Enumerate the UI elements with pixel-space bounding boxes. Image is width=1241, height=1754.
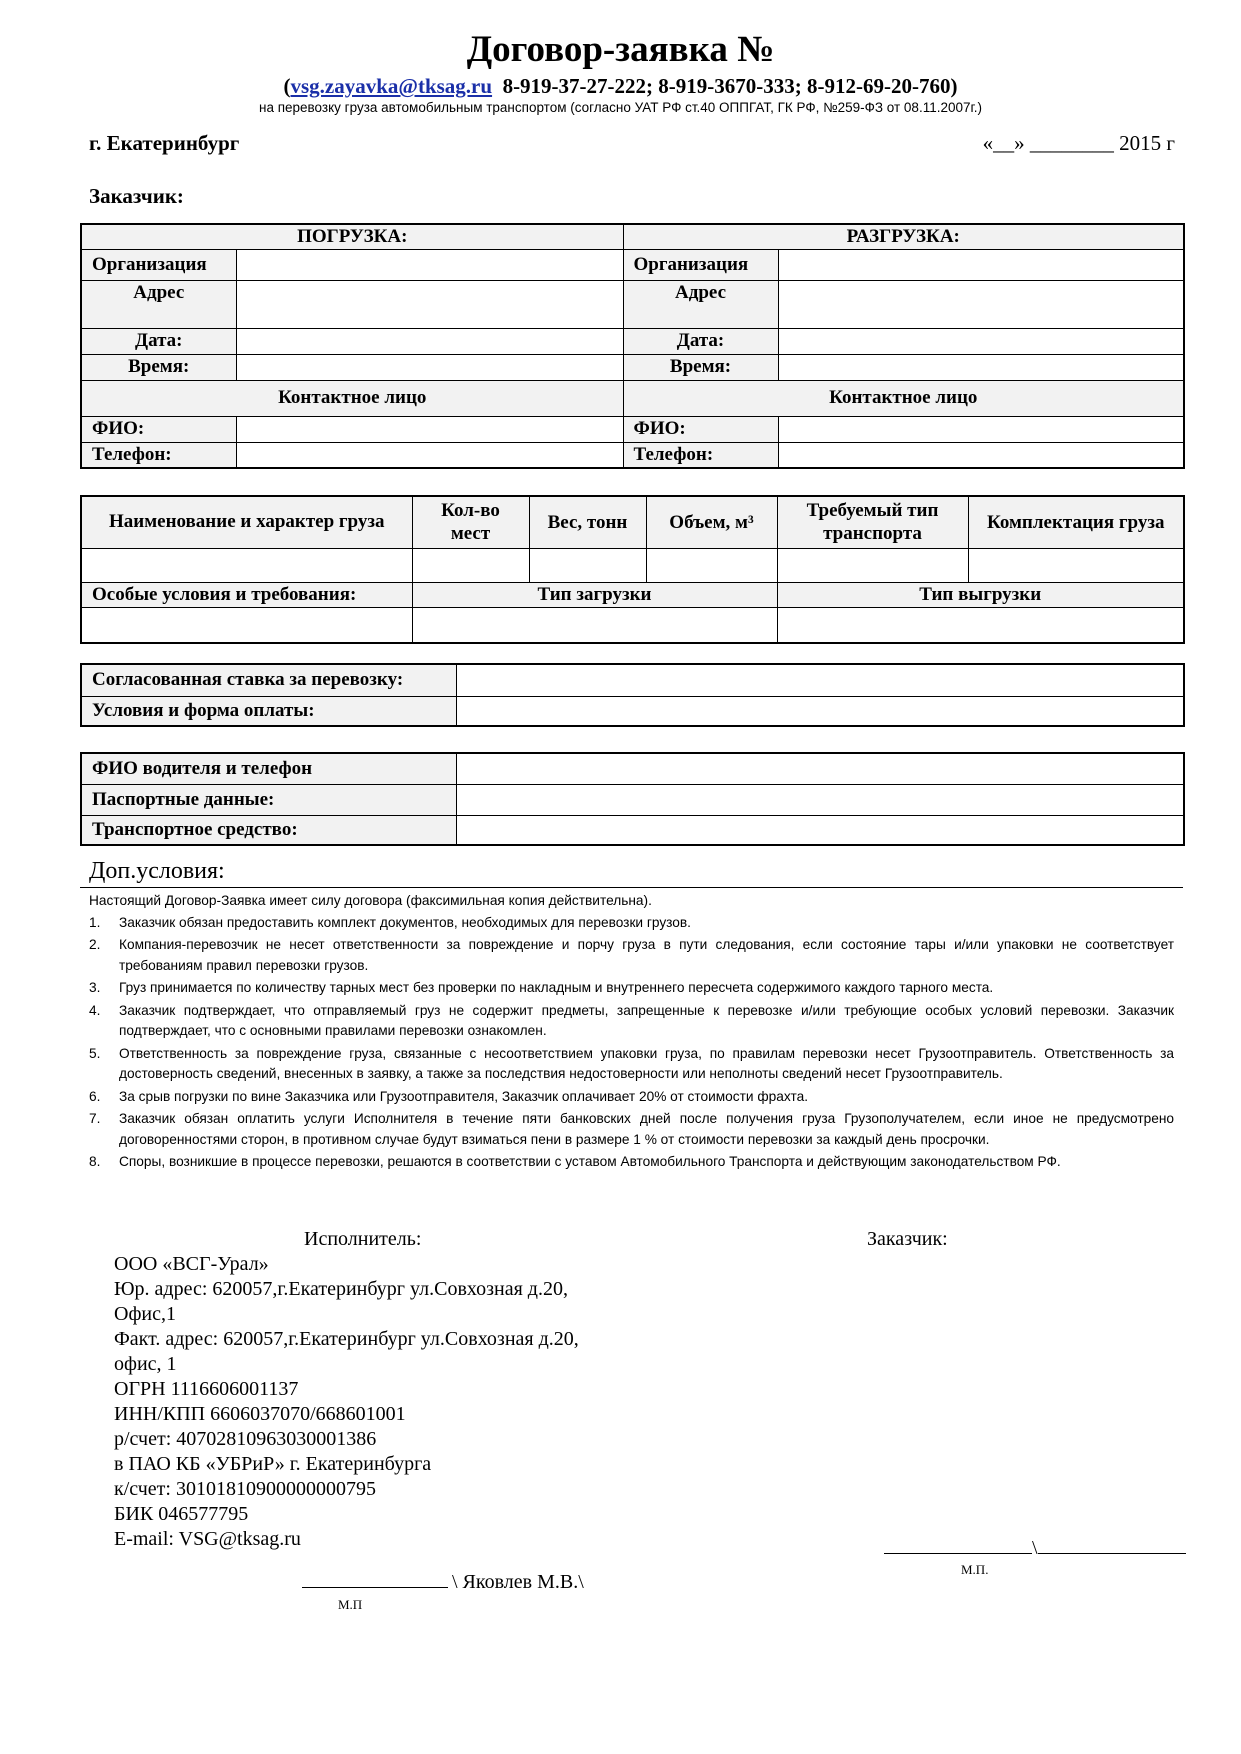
agreed-rate-label: Согласованная ставка за перевозку: xyxy=(81,664,456,696)
executor-signatory: \ Яковлев М.В.\ xyxy=(452,1571,584,1593)
payment-table xyxy=(80,663,1185,727)
loading-unloading-table xyxy=(80,223,1185,469)
loading-date-field[interactable] xyxy=(236,328,623,354)
cargo-volume-header: Объем, м³ xyxy=(646,496,777,548)
unloading-fio-field[interactable] xyxy=(778,416,1184,442)
passport-label: Паспортные данные: xyxy=(81,784,456,815)
loading-contact-header: Контактное лицо xyxy=(81,380,623,416)
terms-list xyxy=(89,913,1174,1173)
contact-line: (vsg.zayavka@tksag.ru 8-919-37-27-222; 8-919-3670-333; 8-912-69-20-760) xyxy=(283,74,958,98)
terms-item-text: Заказчик обязан предоставить комплект документов, необходимых для перевозки грузов. xyxy=(119,914,691,930)
terms-item-text: Заказчик обязан оплатить услуги Исполнителя в течение пяти банковских дней после получения груза Грузополучателем, если иное не предусмотрено договоренностями сторон, в противном случае будут взиматься пени в размере 1 % от стоимости перевозки за каждый день просрочки. xyxy=(119,1111,1174,1147)
unload-type-field[interactable] xyxy=(777,607,1184,643)
terms-item-number: 8. xyxy=(89,1154,101,1169)
document-subtitle: на перевозку груза автомобильным транспортом (согласно УАТ РФ ст.40 ОППГАТ, ГК РФ, №259-ФЗ от 08.11.2007г.) xyxy=(258,100,983,115)
transport-type-header: Требуемый тип транспорта xyxy=(777,496,968,548)
email-link[interactable]: vsg.zayavka@tksag.ru xyxy=(290,74,493,98)
unloading-org-label: Организация xyxy=(623,249,778,280)
unloading-time-field[interactable] xyxy=(778,354,1184,380)
executor-label: Исполнитель: xyxy=(304,1228,422,1250)
executor-details xyxy=(114,1252,579,1552)
unloading-phone-label: Телефон: xyxy=(623,442,778,468)
city: г. Екатеринбург xyxy=(89,131,240,155)
customer-label: Заказчик: xyxy=(89,184,184,208)
unloading-org-field[interactable] xyxy=(778,249,1184,280)
executor-detail-line: ООО «ВСГ-Урал» xyxy=(114,1253,269,1275)
customer-signature-separator: \ xyxy=(1032,1537,1038,1559)
unloading-date-label: Дата: xyxy=(623,328,778,354)
terms-block xyxy=(89,891,1174,1175)
cargo-places-field[interactable] xyxy=(412,548,529,582)
date-line: «__» ________ 2015 г xyxy=(982,131,1175,155)
payment-terms-label: Условия и форма оплаты: xyxy=(81,696,456,726)
terms-item xyxy=(89,1001,1174,1042)
loading-fio-field[interactable] xyxy=(236,416,623,442)
loading-address-label: Адрес xyxy=(81,280,236,328)
payment-terms-field[interactable] xyxy=(456,696,1184,726)
terms-intro: Настоящий Договор-Заявка имеет силу договора (факсимильная копия действительна). xyxy=(89,893,652,908)
terms-item xyxy=(89,1109,1174,1150)
cargo-table xyxy=(80,495,1185,644)
terms-item xyxy=(89,1044,1174,1085)
unloading-fio-label: ФИО: xyxy=(623,416,778,442)
terms-item-text: Заказчик подтверждает, что отправляемый груз не содержит предметы, запрещенные к перевозке и/или требующие особых условий перевозки. Заказчик подтверждает, что с основными правилами перевозки ознакомлен. xyxy=(119,1002,1174,1038)
loading-header: ПОГРУЗКА: xyxy=(81,224,623,249)
unloading-date-field[interactable] xyxy=(778,328,1184,354)
unloading-header: РАЗГРУЗКА: xyxy=(623,224,1184,249)
terms-item-number: 3. xyxy=(89,980,101,995)
customer-stamp-label: М.П. xyxy=(961,1562,989,1577)
load-type-label: Тип загрузки xyxy=(412,582,777,607)
cargo-kit-header: Комплектация груза xyxy=(968,496,1184,548)
phone-numbers: 8-919-37-27-222; 8-919-3670-333; 8-912-69-20-760 xyxy=(502,74,951,98)
terms-item-number: 4. xyxy=(89,1002,101,1018)
terms-item-text: Ответственность за повреждение груза, связанные с несоответствием упаковки груза, по правилам перевозки несет Грузоотправитель. Ответственность за достоверность сведений, внесенных в заявку, а также за последствия недостоверности или неполноты сведений несет Грузоотправитель. xyxy=(119,1045,1174,1081)
terms-item xyxy=(89,978,1174,999)
loading-org-label: Организация xyxy=(81,249,236,280)
terms-item xyxy=(89,913,1174,934)
transport-type-field[interactable] xyxy=(777,548,968,582)
vehicle-field[interactable] xyxy=(456,815,1184,845)
terms-item-text: Споры, возникшие в процессе перевозки, решаются в соответствии с уставом Автомобильного Транспорта и действующим законодательством РФ. xyxy=(119,1154,1061,1169)
cargo-name-header: Наименование и характер груза xyxy=(81,496,412,548)
executor-detail-line: Факт. адрес: 620057,г.Екатеринбург ул.Совхозная д.20, xyxy=(114,1328,579,1350)
terms-item xyxy=(89,935,1174,976)
unloading-address-label: Адрес xyxy=(623,280,778,328)
terms-item xyxy=(89,1087,1174,1108)
executor-detail-line: к/счет: 30101810900000000795 xyxy=(114,1478,376,1500)
cargo-volume-field[interactable] xyxy=(646,548,777,582)
terms-item-text: Компания-перевозчик не несет ответственности за повреждение и порчу груза в пути следования, если состояние тары и/или упаковки не соответствует требованиям правил перевозки грузов. xyxy=(119,937,1174,973)
unloading-phone-field[interactable] xyxy=(778,442,1184,468)
cargo-kit-field[interactable] xyxy=(968,548,1184,582)
terms-item-number: 5. xyxy=(89,1045,101,1061)
executor-detail-line: офис, 1 xyxy=(114,1353,177,1375)
executor-stamp-label: М.П xyxy=(338,1597,363,1612)
load-type-field[interactable] xyxy=(412,607,777,643)
cargo-weight-header: Вес, тонн xyxy=(529,496,646,548)
cargo-weight-field[interactable] xyxy=(529,548,646,582)
agreed-rate-field[interactable] xyxy=(456,664,1184,696)
driver-name-field[interactable] xyxy=(456,753,1184,784)
loading-org-field[interactable] xyxy=(236,249,623,280)
executor-detail-line: Офис,1 xyxy=(114,1303,176,1325)
unloading-contact-header: Контактное лицо xyxy=(623,380,1184,416)
executor-detail-line: Юр. адрес: 620057,г.Екатеринбург ул.Совхозная д.20, xyxy=(114,1278,568,1300)
terms-item-text: За срыв погрузки по вине Заказчика или Грузоотправителя, Заказчик оплачивает 20% от стоимости фрахта. xyxy=(119,1088,809,1104)
terms-item-number: 1. xyxy=(89,914,101,930)
cargo-places-header: Кол-во мест xyxy=(412,496,529,548)
special-conditions-field[interactable] xyxy=(81,607,412,643)
executor-detail-line: БИК 046577795 xyxy=(114,1503,249,1525)
executor-detail-line: в ПАО КБ «УБРиР» г. Екатеринбурга xyxy=(114,1453,432,1475)
vehicle-label: Транспортное средство: xyxy=(81,815,456,845)
terms-item-number: 2. xyxy=(89,937,101,952)
loading-phone-field[interactable] xyxy=(236,442,623,468)
document-title: Договор-заявка № xyxy=(466,29,775,70)
driver-table xyxy=(80,752,1185,846)
customer-signature-label: Заказчик: xyxy=(867,1228,948,1250)
executor-detail-line: р/счет: 40702810963030001386 xyxy=(114,1428,377,1450)
loading-phone-label: Телефон: xyxy=(81,442,236,468)
executor-signature-line[interactable] xyxy=(302,1570,584,1594)
terms-divider xyxy=(80,887,1183,888)
loading-time-label: Время: xyxy=(81,354,236,380)
executor-detail-line: ОГРН 1116606001137 xyxy=(114,1378,299,1400)
loading-fio-label: ФИО: xyxy=(81,416,236,442)
executor-detail-line: ИНН/КПП 6606037070/668601001 xyxy=(114,1403,406,1425)
terms-item xyxy=(89,1152,1174,1173)
terms-item-number: 7. xyxy=(89,1111,101,1126)
terms-item-text: Груз принимается по количеству тарных мест без проверки по накладным и внутреннего пересчета содержимого каждого тарного места. xyxy=(119,980,994,995)
unloading-address-field[interactable] xyxy=(778,280,1184,328)
terms-title: Доп.условия: xyxy=(89,858,225,884)
special-conditions-label: Особые условия и требования: xyxy=(81,582,412,607)
loading-time-field[interactable] xyxy=(236,354,623,380)
unload-type-label: Тип выгрузки xyxy=(777,582,1184,607)
terms-item-number: 6. xyxy=(89,1088,101,1104)
driver-name-label: ФИО водителя и телефон xyxy=(81,753,456,784)
cargo-name-field[interactable] xyxy=(81,548,412,582)
executor-detail-line: E-mail: VSG@tksag.ru xyxy=(114,1528,301,1550)
loading-date-label: Дата: xyxy=(81,328,236,354)
unloading-time-label: Время: xyxy=(623,354,778,380)
passport-field[interactable] xyxy=(456,784,1184,815)
loading-address-field[interactable] xyxy=(236,280,623,328)
customer-signature-line[interactable] xyxy=(884,1536,1186,1560)
